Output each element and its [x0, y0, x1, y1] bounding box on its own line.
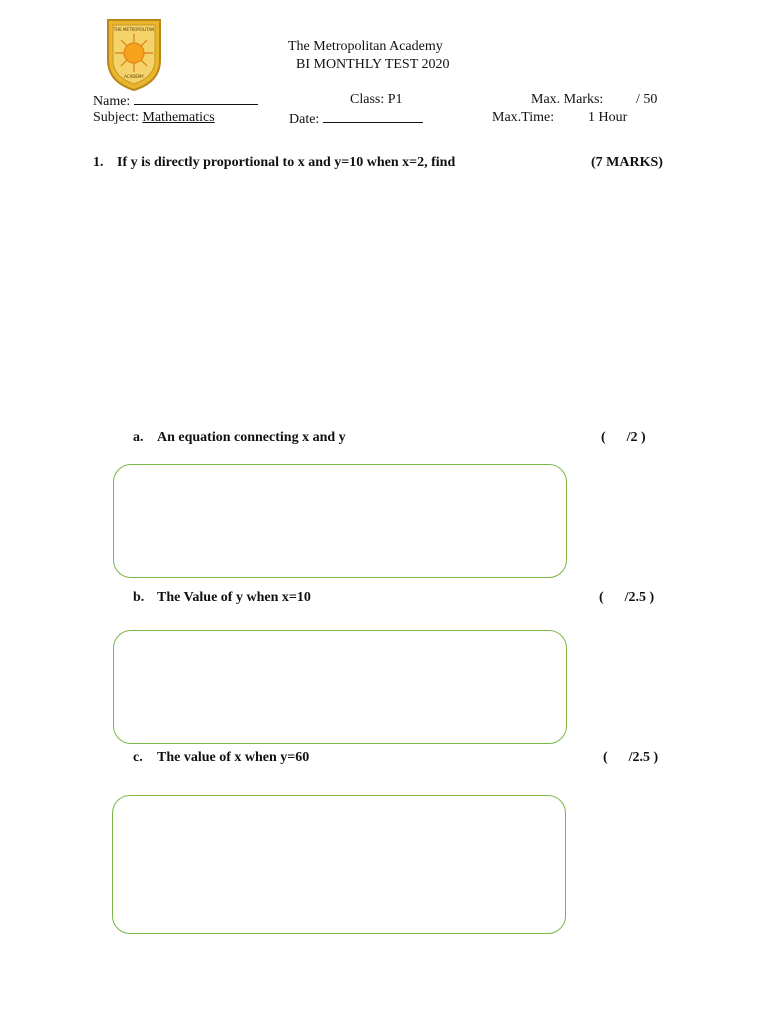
max-time-label: Max.Time: — [492, 110, 555, 125]
question-text: If y is directly proportional to x and y=10 when x=2, find — [117, 155, 456, 170]
date-row — [289, 110, 423, 128]
part-a-marks: ( /2 ) — [601, 430, 646, 445]
part-a-text: An equation connecting x and y — [157, 430, 346, 445]
answer-box-c[interactable] — [112, 795, 566, 934]
max-time-value: 1 Hour — [588, 110, 628, 125]
test-title: BI MONTHLY TEST 2020 — [296, 57, 450, 72]
part-b-text: The Value of y when x=10 — [157, 590, 311, 605]
school-logo-icon — [104, 16, 164, 92]
name-row — [93, 92, 258, 110]
subject-row — [93, 110, 215, 126]
part-a-label: a. — [133, 430, 144, 445]
answer-box-b[interactable] — [113, 630, 567, 744]
subject-label: Subject: — [93, 110, 139, 125]
svg-text:ACADEMY: ACADEMY — [124, 74, 144, 79]
svg-text:THE METROPOLITAN: THE METROPOLITAN — [113, 27, 155, 32]
max-marks-value: / 50 — [636, 92, 658, 107]
name-label: Name: — [93, 94, 131, 109]
max-marks-label: Max. Marks: — [531, 92, 604, 107]
name-blank[interactable] — [134, 92, 258, 105]
answer-box-a[interactable] — [113, 464, 567, 578]
date-label: Date: — [289, 112, 320, 127]
school-name: The Metropolitan Academy — [288, 39, 443, 54]
question-number: 1. — [93, 155, 104, 170]
part-c-label: c. — [133, 750, 143, 765]
part-c-text: The value of x when y=60 — [157, 750, 310, 765]
subject-value: Mathematics — [142, 110, 215, 125]
part-b-marks: ( /2.5 ) — [599, 590, 655, 605]
part-b-label: b. — [133, 590, 145, 605]
question-marks: (7 MARKS) — [591, 155, 663, 170]
part-c-marks: ( /2.5 ) — [603, 750, 659, 765]
class-label: Class: P1 — [350, 92, 403, 107]
date-blank[interactable] — [323, 110, 423, 123]
